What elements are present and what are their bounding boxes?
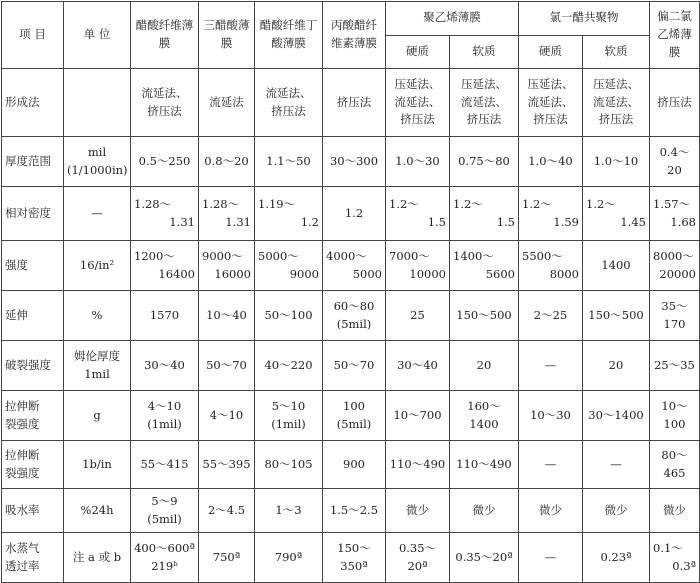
table-cell: 流延法、 挤压法	[131, 69, 199, 137]
table-cell	[386, 187, 450, 241]
table-row	[2, 391, 700, 441]
properties-table	[1, 1, 700, 583]
table-row	[2, 137, 700, 187]
table-cell: 5～9 (5mil)	[131, 489, 199, 533]
table-cell: —	[519, 533, 583, 583]
cell-value-end: 9000	[289, 266, 319, 281]
table-cell: 50～100	[255, 291, 323, 341]
cell-value-end: 1.31	[225, 214, 251, 229]
header-col3: 醋酸纤维丁酸薄膜	[255, 2, 323, 69]
table-cell: 压延法、 流延法、 挤压法	[450, 69, 519, 137]
row-unit: g	[64, 391, 131, 441]
cell-value-start: 8000～	[653, 248, 694, 263]
row-label: 厚度范围	[2, 137, 64, 187]
table-row	[2, 341, 700, 391]
table-cell	[323, 241, 386, 291]
row-label: 水蒸气 透过率	[2, 533, 64, 583]
header-pvc-soft: 软质	[583, 35, 650, 69]
table-cell: 25～35	[650, 341, 700, 391]
cell-value-end: 5000	[352, 266, 382, 281]
row-label: 相对密度	[2, 187, 64, 241]
row-label: 形成法	[2, 69, 64, 137]
header-pvdc: 偏二氯乙烯薄膜	[650, 2, 700, 69]
table-cell	[386, 241, 450, 291]
cell-value-end: 5600	[485, 266, 515, 281]
table-cell: 900	[323, 441, 386, 489]
cell-value-start: 0.1～	[653, 540, 683, 555]
table-cell: 60～80 (5mil)	[323, 291, 386, 341]
table-cell: 1.5～2.5	[323, 489, 386, 533]
table-cell: 10～700	[386, 391, 450, 441]
header-col1: 醋酸纤维薄膜	[131, 2, 199, 69]
cell-value-start: 7000～	[389, 248, 430, 263]
table-cell: 10～30	[519, 391, 583, 441]
row-label: 延伸	[2, 291, 64, 341]
cell-value-start: 4000～	[326, 248, 367, 263]
table-cell: 流延法、 挤压法	[255, 69, 323, 137]
cell-value-end: 0.3ª	[672, 558, 696, 573]
row-unit: 1b/in	[64, 441, 131, 489]
table-cell: 压延法、 流延法、 挤压法	[386, 69, 450, 137]
row-label: 破裂强度	[2, 341, 64, 391]
table-cell: 0.4～20	[650, 137, 700, 187]
row-label: 拉伸断 裂强度	[2, 391, 64, 441]
table-row	[2, 69, 700, 137]
cell-value-end: 1.68	[670, 214, 696, 229]
row-unit: %	[64, 291, 131, 341]
cell-value-start: 1.2～	[522, 196, 552, 211]
table-cell	[650, 533, 700, 583]
table-cell: 微少	[650, 489, 700, 533]
table-cell: 80～465	[650, 441, 700, 489]
table-cell: 微少	[450, 489, 519, 533]
cell-value-start: 9000～	[202, 248, 243, 263]
table-cell: 0.35～20ª	[386, 533, 450, 583]
header-item: 项 目	[2, 2, 64, 69]
row-unit: mil (1/1000in)	[64, 137, 131, 187]
table-cell: 挤压法	[323, 69, 386, 137]
cell-value-start: 1.57～	[653, 196, 691, 211]
table-cell: 2～4.5	[199, 489, 255, 533]
row-unit: 16/in²	[64, 241, 131, 291]
table-row	[2, 533, 700, 583]
table-cell: 压延法、 流延法、 挤压法	[583, 69, 650, 137]
table-cell: 30～1400	[583, 391, 650, 441]
table-cell: 1～3	[255, 489, 323, 533]
table-cell: —	[583, 441, 650, 489]
table-cell: 150～500	[583, 291, 650, 341]
table-cell: 4～10 (1mil)	[131, 391, 199, 441]
cell-value-start: 5000～	[258, 248, 299, 263]
row-unit: —	[64, 187, 131, 241]
header-row-1	[2, 2, 700, 36]
cell-value-end: 10000	[409, 266, 446, 281]
table-cell: 150～350ª	[323, 533, 386, 583]
table-cell: 1.2	[323, 187, 386, 241]
table-cell: 20	[450, 341, 519, 391]
table-cell: 790ª	[255, 533, 323, 583]
row-unit: 注 a 或 b	[64, 533, 131, 583]
table-cell	[255, 241, 323, 291]
table-cell: 110～490	[386, 441, 450, 489]
table-cell: —	[519, 341, 583, 391]
cell-value-start: 1.28～	[202, 196, 240, 211]
cell-value-end: 20000	[659, 266, 696, 281]
table-cell: 20	[583, 341, 650, 391]
cell-value-start: 5500～	[522, 248, 563, 263]
cell-value-start: 1.28～	[134, 196, 172, 211]
table-body	[2, 69, 700, 583]
table-cell	[131, 241, 199, 291]
table-cell	[450, 241, 519, 291]
header-col4: 丙酸醋纤维素薄膜	[323, 2, 386, 69]
table-row	[2, 187, 700, 241]
table-cell	[583, 187, 650, 241]
table-row	[2, 291, 700, 341]
table-cell: 1570	[131, 291, 199, 341]
table-cell: 0.75～80	[450, 137, 519, 187]
table-cell: 10～100	[650, 391, 700, 441]
table-cell	[199, 187, 255, 241]
table-cell: 压延法、 流延法、 挤压法	[519, 69, 583, 137]
cell-value-end: 1.31	[169, 214, 195, 229]
cell-value-start: 1.2～	[389, 196, 419, 211]
table-cell: 0.8～20	[199, 137, 255, 187]
table-cell: 微少	[386, 489, 450, 533]
table-row	[2, 489, 700, 533]
table-cell: 0.35～20ª	[450, 533, 519, 583]
cell-value-start: 1.2～	[586, 196, 616, 211]
cell-value-start: 1400～	[453, 248, 494, 263]
table-cell: 0.5～250	[131, 137, 199, 187]
header-pe: 聚乙烯薄膜	[386, 2, 519, 36]
header-col2: 三醋酸薄膜	[199, 2, 255, 69]
table-cell: 35～170	[650, 291, 700, 341]
table-cell: 750ª	[199, 533, 255, 583]
table-cell: 5～10 (1mil)	[255, 391, 323, 441]
table-cell: 80～105	[255, 441, 323, 489]
row-label: 吸水率	[2, 489, 64, 533]
table-cell: 400～600ª 219ᵇ	[131, 533, 199, 583]
header-pe-hard: 硬质	[386, 35, 450, 69]
table-row	[2, 441, 700, 489]
table-cell: 挤压法	[650, 69, 700, 137]
table-cell	[519, 187, 583, 241]
table-cell: 1400	[583, 241, 650, 291]
table-cell: 150～500	[450, 291, 519, 341]
header-pvc-hard: 硬质	[519, 35, 583, 69]
table-cell: 25	[386, 291, 450, 341]
table-cell: 0.23ª	[583, 533, 650, 583]
cell-value-start: 1.2～	[453, 196, 483, 211]
row-unit	[64, 69, 131, 137]
table-cell: 1.1～50	[255, 137, 323, 187]
table-cell: 微少	[583, 489, 650, 533]
table-cell: 50～70	[323, 341, 386, 391]
table-cell: 4～10	[199, 391, 255, 441]
header-unit: 单 位	[64, 2, 131, 69]
table-row	[2, 241, 700, 291]
table-cell: 110～490	[450, 441, 519, 489]
row-label: 拉伸断 裂强度	[2, 441, 64, 489]
cell-value-start: 1.19～	[258, 196, 296, 211]
table-cell: 30～40	[386, 341, 450, 391]
cell-value-end: 1.45	[620, 214, 646, 229]
header-pe-soft: 软质	[450, 35, 519, 69]
table-cell	[450, 187, 519, 241]
table-cell: 160～1400	[450, 391, 519, 441]
table-cell	[255, 187, 323, 241]
table-cell: 1.0～10	[583, 137, 650, 187]
table-cell: 2～25	[519, 291, 583, 341]
table-cell: 微少	[519, 489, 583, 533]
cell-value-end: 1.5	[427, 214, 446, 229]
table-cell: 1.0～40	[519, 137, 583, 187]
table-cell: 100 (5mil)	[323, 391, 386, 441]
table-cell: 30～300	[323, 137, 386, 187]
table-cell	[519, 241, 583, 291]
table-cell: 1.0～30	[386, 137, 450, 187]
table-cell: 55～395	[199, 441, 255, 489]
table-cell	[650, 187, 700, 241]
table-cell: 10～40	[199, 291, 255, 341]
row-unit: %24h	[64, 489, 131, 533]
table-cell: —	[519, 441, 583, 489]
cell-value-end: 16000	[214, 266, 251, 281]
table-cell: 流延法	[199, 69, 255, 137]
table-cell	[131, 187, 199, 241]
table-cell	[650, 241, 700, 291]
header-pvc: 氯一醋共聚物	[519, 2, 650, 36]
table-cell	[199, 241, 255, 291]
cell-value-end: 16400	[158, 266, 195, 281]
cell-value-end: 1.5	[496, 214, 515, 229]
cell-value-end: 1.59	[553, 214, 579, 229]
cell-value-start: 1200～	[134, 248, 175, 263]
row-unit: 姆伦厚度 1mil	[64, 341, 131, 391]
table-cell: 55～415	[131, 441, 199, 489]
cell-value-end: 8000	[549, 266, 579, 281]
cell-value-end: 1.2	[300, 214, 319, 229]
table-cell: 40～220	[255, 341, 323, 391]
table-cell: 30～40	[131, 341, 199, 391]
table-cell: 50～70	[199, 341, 255, 391]
row-label: 强度	[2, 241, 64, 291]
